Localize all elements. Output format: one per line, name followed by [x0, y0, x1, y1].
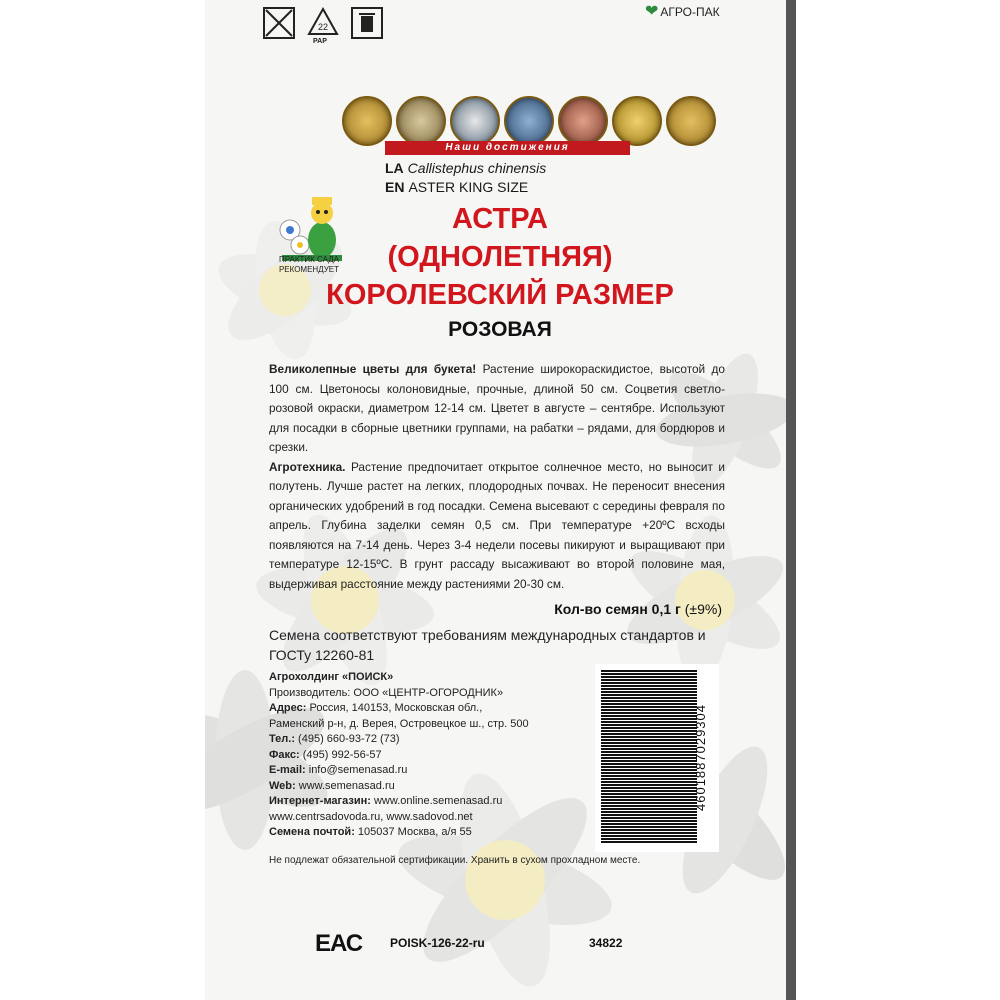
barcode-bar: [601, 676, 697, 678]
barcode-bar: [601, 811, 697, 813]
eac-mark: ЕАС: [315, 930, 363, 957]
barcode-bar: [601, 805, 697, 807]
contacts-block: [269, 670, 589, 841]
web: www.semenasad.ru: [295, 779, 395, 792]
fax-label: Факс:: [269, 748, 300, 761]
barcode-bars: [601, 668, 697, 848]
barcode-bar: [601, 733, 697, 735]
barcode-bar: [601, 784, 697, 786]
title-line-3: КОРОЛЕВСКИЙ РАЗМЕР: [326, 279, 674, 311]
barcode-bar: [601, 835, 697, 837]
barcode-bar: [601, 766, 697, 768]
barcode-bar: [601, 745, 697, 747]
barcode-bar: [601, 814, 697, 816]
email-label: E-mail:: [269, 764, 306, 776]
barcode-bar: [601, 781, 697, 783]
barcode-bar: [601, 802, 697, 804]
barcode-bar: [601, 670, 697, 672]
recycling-icons: [262, 6, 384, 40]
barcode-bar: [601, 832, 697, 834]
address-line-2: Раменский р-н, д. Верея, Островецкое ш., стр. 500: [269, 717, 529, 730]
post: 105037 Москва, а/я 55: [354, 826, 472, 838]
barcode-bar: [601, 682, 697, 684]
barcode-bar: [601, 778, 697, 780]
barcode-bar: [601, 817, 697, 819]
heart-icon: ❤: [645, 3, 659, 20]
seed-packet: [205, 0, 790, 1000]
barcode-bar: [601, 820, 697, 822]
disclaimer: Не подлежат обязательной сертификации. Хранить в сухом прохладном месте.: [269, 855, 641, 866]
barcode-bar: [601, 739, 697, 741]
barcode-bar: [601, 799, 697, 801]
barcode-bar: [601, 760, 697, 762]
barcode-bar: [601, 757, 697, 759]
barcode-bar: [601, 823, 697, 825]
barcode-bar: [601, 790, 697, 792]
page-edge: [786, 0, 796, 1000]
medal-icon: [450, 96, 500, 146]
barcode-bar: [601, 709, 697, 711]
agrotech-lead: Агротехника.: [269, 459, 346, 474]
barcode-bar: [601, 808, 697, 810]
barcode-bar: [601, 685, 697, 687]
barcode-bar: [601, 736, 697, 738]
description-text: Растение широкораскидистое, высотой до 100 см. Цветоносы колоновидные, прочные, длиной 50 см. Соцветия светло-розовой окраски, диаметром 12-14 см. Цветет в августе – сентябре. Используют для посадки в сборные цветники группами, на рабатки – рядами, для бордюров и срезки.: [269, 362, 725, 454]
shop-line-1: www.online.semenasad.ru: [370, 795, 503, 807]
barcode-bar: [601, 751, 697, 753]
web-label: Web:: [269, 779, 296, 792]
barcode-bar: [601, 772, 697, 774]
agropak-logo: [645, 4, 720, 20]
email: info@semenasad.ru: [305, 764, 408, 776]
barcode-bar: [601, 796, 697, 798]
barcode-bar: [601, 763, 697, 765]
product-code: POISK-126-22-ru: [390, 936, 485, 950]
post-label: Семена почтой:: [269, 826, 355, 838]
medals-row: [342, 96, 716, 146]
barcode-bar: [601, 775, 697, 777]
barcode-bar: [601, 712, 697, 714]
seed-quantity-tolerance: (±9%): [684, 601, 722, 617]
barcode-bar: [601, 703, 697, 705]
barcode-bar: [601, 718, 697, 720]
phone-label: Тел.:: [269, 733, 295, 745]
barcode-bar: [601, 706, 697, 708]
barcode-bar: [601, 727, 697, 729]
barcode-bar: [601, 697, 697, 699]
barcode: [595, 664, 719, 852]
barcode-bar: [601, 700, 697, 702]
product-title: [285, 200, 715, 314]
standards-note: Семена соответствуют требованиям международных стандартов и ГОСТу 12260-81: [269, 627, 706, 663]
title-line-2: (ОДНОЛЕТНЯЯ): [387, 241, 613, 273]
barcode-bar: [601, 691, 697, 693]
barcode-bar: [601, 742, 697, 744]
description: [269, 360, 725, 594]
english-name: [385, 179, 528, 195]
brand-label: АГРО-ПАК: [660, 5, 720, 19]
barcode-bar: [601, 826, 697, 828]
address-line-1: Россия, 140153, Московская обл.,: [306, 702, 483, 714]
producer: Производитель: ООО «ЦЕНТР-ОГОРОДНИК»: [269, 686, 504, 699]
title-line-1: АСТРА: [452, 203, 548, 235]
do-not-wash-icon: [262, 6, 296, 40]
barcode-bar: [601, 769, 697, 771]
barcode-bar: [601, 793, 697, 795]
fax: (495) 992-56-57: [299, 748, 382, 761]
address-label: Адрес:: [269, 702, 307, 714]
barcode-bar: [601, 715, 697, 717]
medal-icon: [612, 96, 662, 146]
mascot-caption: ПРАКТИК САДА РЕКОМЕНДУЕТ: [278, 255, 340, 274]
product-number: 34822: [589, 936, 623, 950]
description-lead: Великолепные цветы для букета!: [269, 362, 477, 376]
barcode-bar: [601, 748, 697, 750]
barcode-bar: [601, 754, 697, 756]
barcode-bar: [601, 673, 697, 675]
medal-icon: [342, 96, 392, 146]
barcode-bar: [601, 724, 697, 726]
recycle-icon: [306, 6, 340, 40]
phone: (495) 660-93-72 (73): [295, 733, 400, 745]
barcode-digits: 4601887029304: [693, 704, 708, 812]
latin-name: [385, 160, 546, 176]
latin-name-text: Callistephus chinensis: [407, 160, 547, 176]
barcode-bar: [601, 829, 697, 831]
barcode-bar: [601, 721, 697, 723]
barcode-bar: [601, 688, 697, 690]
barcode-bar: [601, 679, 697, 681]
product-subtitle: РОЗОВАЯ: [448, 318, 552, 341]
shop-line-2: www.centrsadovoda.ru, www.sadovod.net: [269, 810, 473, 823]
medal-icon: [666, 96, 716, 146]
medal-icon: [558, 96, 608, 146]
seed-quantity-label: Кол-во семян 0,1 г: [554, 601, 681, 617]
latin-prefix: LA: [385, 160, 404, 176]
barcode-bar: [601, 787, 697, 789]
seed-quantity: [554, 601, 722, 617]
holding-name: Агрохолдинг «ПОИСК»: [269, 671, 394, 683]
english-prefix: EN: [385, 179, 405, 195]
medals-caption: Наши достижения: [385, 141, 630, 155]
barcode-bar: [601, 841, 697, 843]
trash-bin-icon: [350, 6, 384, 40]
barcode-bar: [601, 730, 697, 732]
medal-icon: [396, 96, 446, 146]
medal-icon: [504, 96, 554, 146]
barcode-bar: [601, 838, 697, 840]
barcode-bar: [601, 694, 697, 696]
agrotech-text: Растение предпочитает открытое солнечное место, но выносит и полутень. Лучше растет на легких, плодородных почвах. Не переносит внесения органических удобрений в год посадки. Семена высевают с середины февраля по апрель. Глубина заделки семян 0,5 см. При температуре +20ºС всходы появляются на 7-14 день. Через 3-4 недели посевы пикируют и выращивают при температуре 12-15ºС. В грунт рассаду высаживают во второй половине мая, выдерживая расстояние между растениями 20-30 см.: [269, 459, 725, 591]
shop-label: Интернет-магазин:: [269, 795, 371, 807]
english-name-text: ASTER KING SIZE: [408, 179, 529, 195]
recycle-code: PAP: [313, 38, 327, 45]
svg-text:22: 22: [317, 22, 329, 32]
